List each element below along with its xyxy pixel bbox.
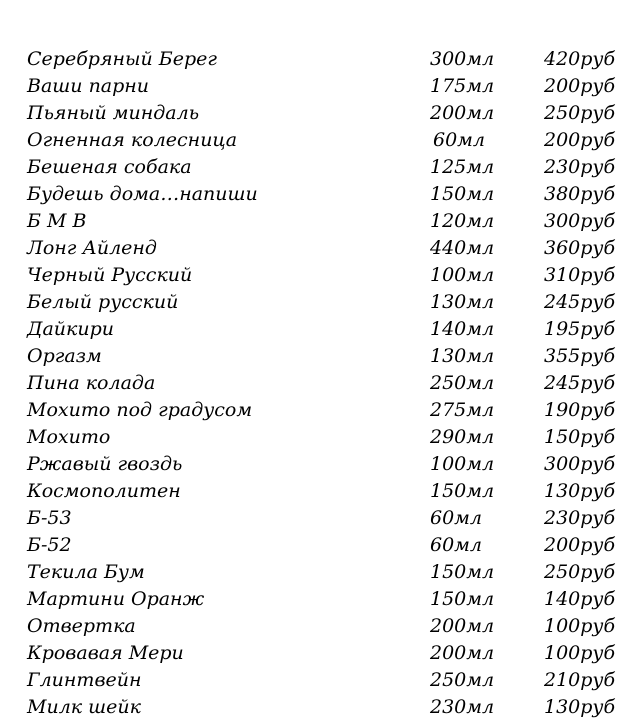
- item-volume: 120мл: [430, 210, 495, 232]
- menu-item: [0, 100, 618, 127]
- menu-item: [0, 181, 618, 208]
- item-name: Оргазм: [27, 345, 102, 367]
- menu-item: [0, 343, 618, 370]
- item-volume: 100мл: [430, 453, 495, 475]
- menu-item: [0, 667, 618, 694]
- item-name: Ржавый гвоздь: [27, 453, 183, 475]
- item-price: 100руб: [544, 615, 616, 637]
- item-price: 380руб: [544, 183, 616, 205]
- item-name: Черный Русский: [27, 264, 193, 286]
- item-name: Отвертка: [27, 615, 136, 637]
- item-volume: 300мл: [430, 48, 495, 70]
- item-price: 190руб: [544, 399, 616, 421]
- menu-item: [0, 154, 618, 181]
- menu-item: [0, 451, 618, 478]
- item-volume: 60мл: [430, 534, 483, 556]
- item-volume: 125мл: [430, 156, 495, 178]
- item-volume: 60мл: [433, 129, 486, 151]
- item-volume: 140мл: [430, 318, 495, 340]
- item-name: Б-53: [27, 507, 72, 529]
- item-name: Мартини Оранж: [27, 588, 205, 610]
- item-volume: 150мл: [430, 183, 495, 205]
- item-volume: 100мл: [430, 264, 495, 286]
- menu-item: [0, 586, 618, 613]
- item-price: 250руб: [544, 102, 616, 124]
- item-volume: 130мл: [430, 345, 495, 367]
- menu-item: [0, 262, 618, 289]
- item-price: 200руб: [544, 129, 616, 151]
- item-price: 245руб: [544, 372, 616, 394]
- item-volume: 130мл: [430, 291, 495, 313]
- item-name: Ваши парни: [27, 75, 150, 97]
- menu-item: [0, 208, 618, 235]
- menu-item: [0, 127, 618, 154]
- menu-item: [0, 370, 618, 397]
- item-price: 245руб: [544, 291, 616, 313]
- menu-item: [0, 73, 618, 100]
- item-volume: 290мл: [430, 426, 495, 448]
- menu-item: [0, 505, 618, 532]
- item-name: Космополитен: [27, 480, 181, 502]
- item-name: Бешеная собака: [27, 156, 192, 178]
- item-volume: 200мл: [430, 642, 495, 664]
- item-name: Пьяный миндаль: [27, 102, 200, 124]
- item-name: Будешь дома…напиши: [27, 183, 258, 205]
- menu-item: [0, 235, 618, 262]
- cocktail-menu-list: [0, 46, 618, 721]
- item-name: Кровавая Мери: [27, 642, 184, 664]
- menu-item: [0, 532, 618, 559]
- menu-item: [0, 424, 618, 451]
- item-name: Лонг Айленд: [27, 237, 157, 259]
- item-volume: 250мл: [430, 669, 495, 691]
- item-name: Б М В: [27, 210, 87, 232]
- item-volume: 175мл: [430, 75, 495, 97]
- menu-item: [0, 397, 618, 424]
- item-volume: 440мл: [430, 237, 495, 259]
- item-price: 210руб: [544, 669, 616, 691]
- item-volume: 200мл: [430, 102, 495, 124]
- item-price: 230руб: [544, 156, 616, 178]
- item-price: 420руб: [544, 48, 616, 70]
- item-price: 355руб: [544, 345, 616, 367]
- menu-item: [0, 46, 618, 73]
- item-price: 310руб: [544, 264, 616, 286]
- menu-item: [0, 613, 618, 640]
- item-price: 300руб: [544, 453, 616, 475]
- item-volume: 150мл: [430, 480, 495, 502]
- item-volume: 250мл: [430, 372, 495, 394]
- item-name: Дайкири: [27, 318, 114, 340]
- menu-item: [0, 694, 618, 721]
- item-volume: 60мл: [430, 507, 483, 529]
- item-name: Мохито: [27, 426, 111, 448]
- item-name: Б-52: [27, 534, 72, 556]
- item-price: 230руб: [544, 507, 616, 529]
- item-price: 200руб: [544, 534, 616, 556]
- item-volume: 150мл: [430, 588, 495, 610]
- menu-item: [0, 559, 618, 586]
- item-price: 250руб: [544, 561, 616, 583]
- item-price: 195руб: [544, 318, 616, 340]
- item-price: 150руб: [544, 426, 616, 448]
- item-volume: 150мл: [430, 561, 495, 583]
- item-price: 130руб: [544, 696, 616, 718]
- item-name: Текила Бум: [27, 561, 145, 583]
- item-name: Серебряный Берег: [27, 48, 218, 70]
- item-name: Пина колада: [27, 372, 156, 394]
- menu-item: [0, 478, 618, 505]
- menu-item: [0, 316, 618, 343]
- item-name: Белый русский: [27, 291, 179, 313]
- item-volume: 230мл: [430, 696, 495, 718]
- item-price: 360руб: [544, 237, 616, 259]
- item-name: Милк шейк: [27, 696, 141, 718]
- item-price: 100руб: [544, 642, 616, 664]
- item-price: 300руб: [544, 210, 616, 232]
- item-price: 130руб: [544, 480, 616, 502]
- item-name: Мохито под градусом: [27, 399, 253, 421]
- item-volume: 275мл: [430, 399, 495, 421]
- menu-item: [0, 640, 618, 667]
- item-name: Глинтвейн: [27, 669, 142, 691]
- item-volume: 200мл: [430, 615, 495, 637]
- menu-item: [0, 289, 618, 316]
- item-price: 200руб: [544, 75, 616, 97]
- item-price: 140руб: [544, 588, 616, 610]
- item-name: Огненная колесница: [27, 129, 238, 151]
